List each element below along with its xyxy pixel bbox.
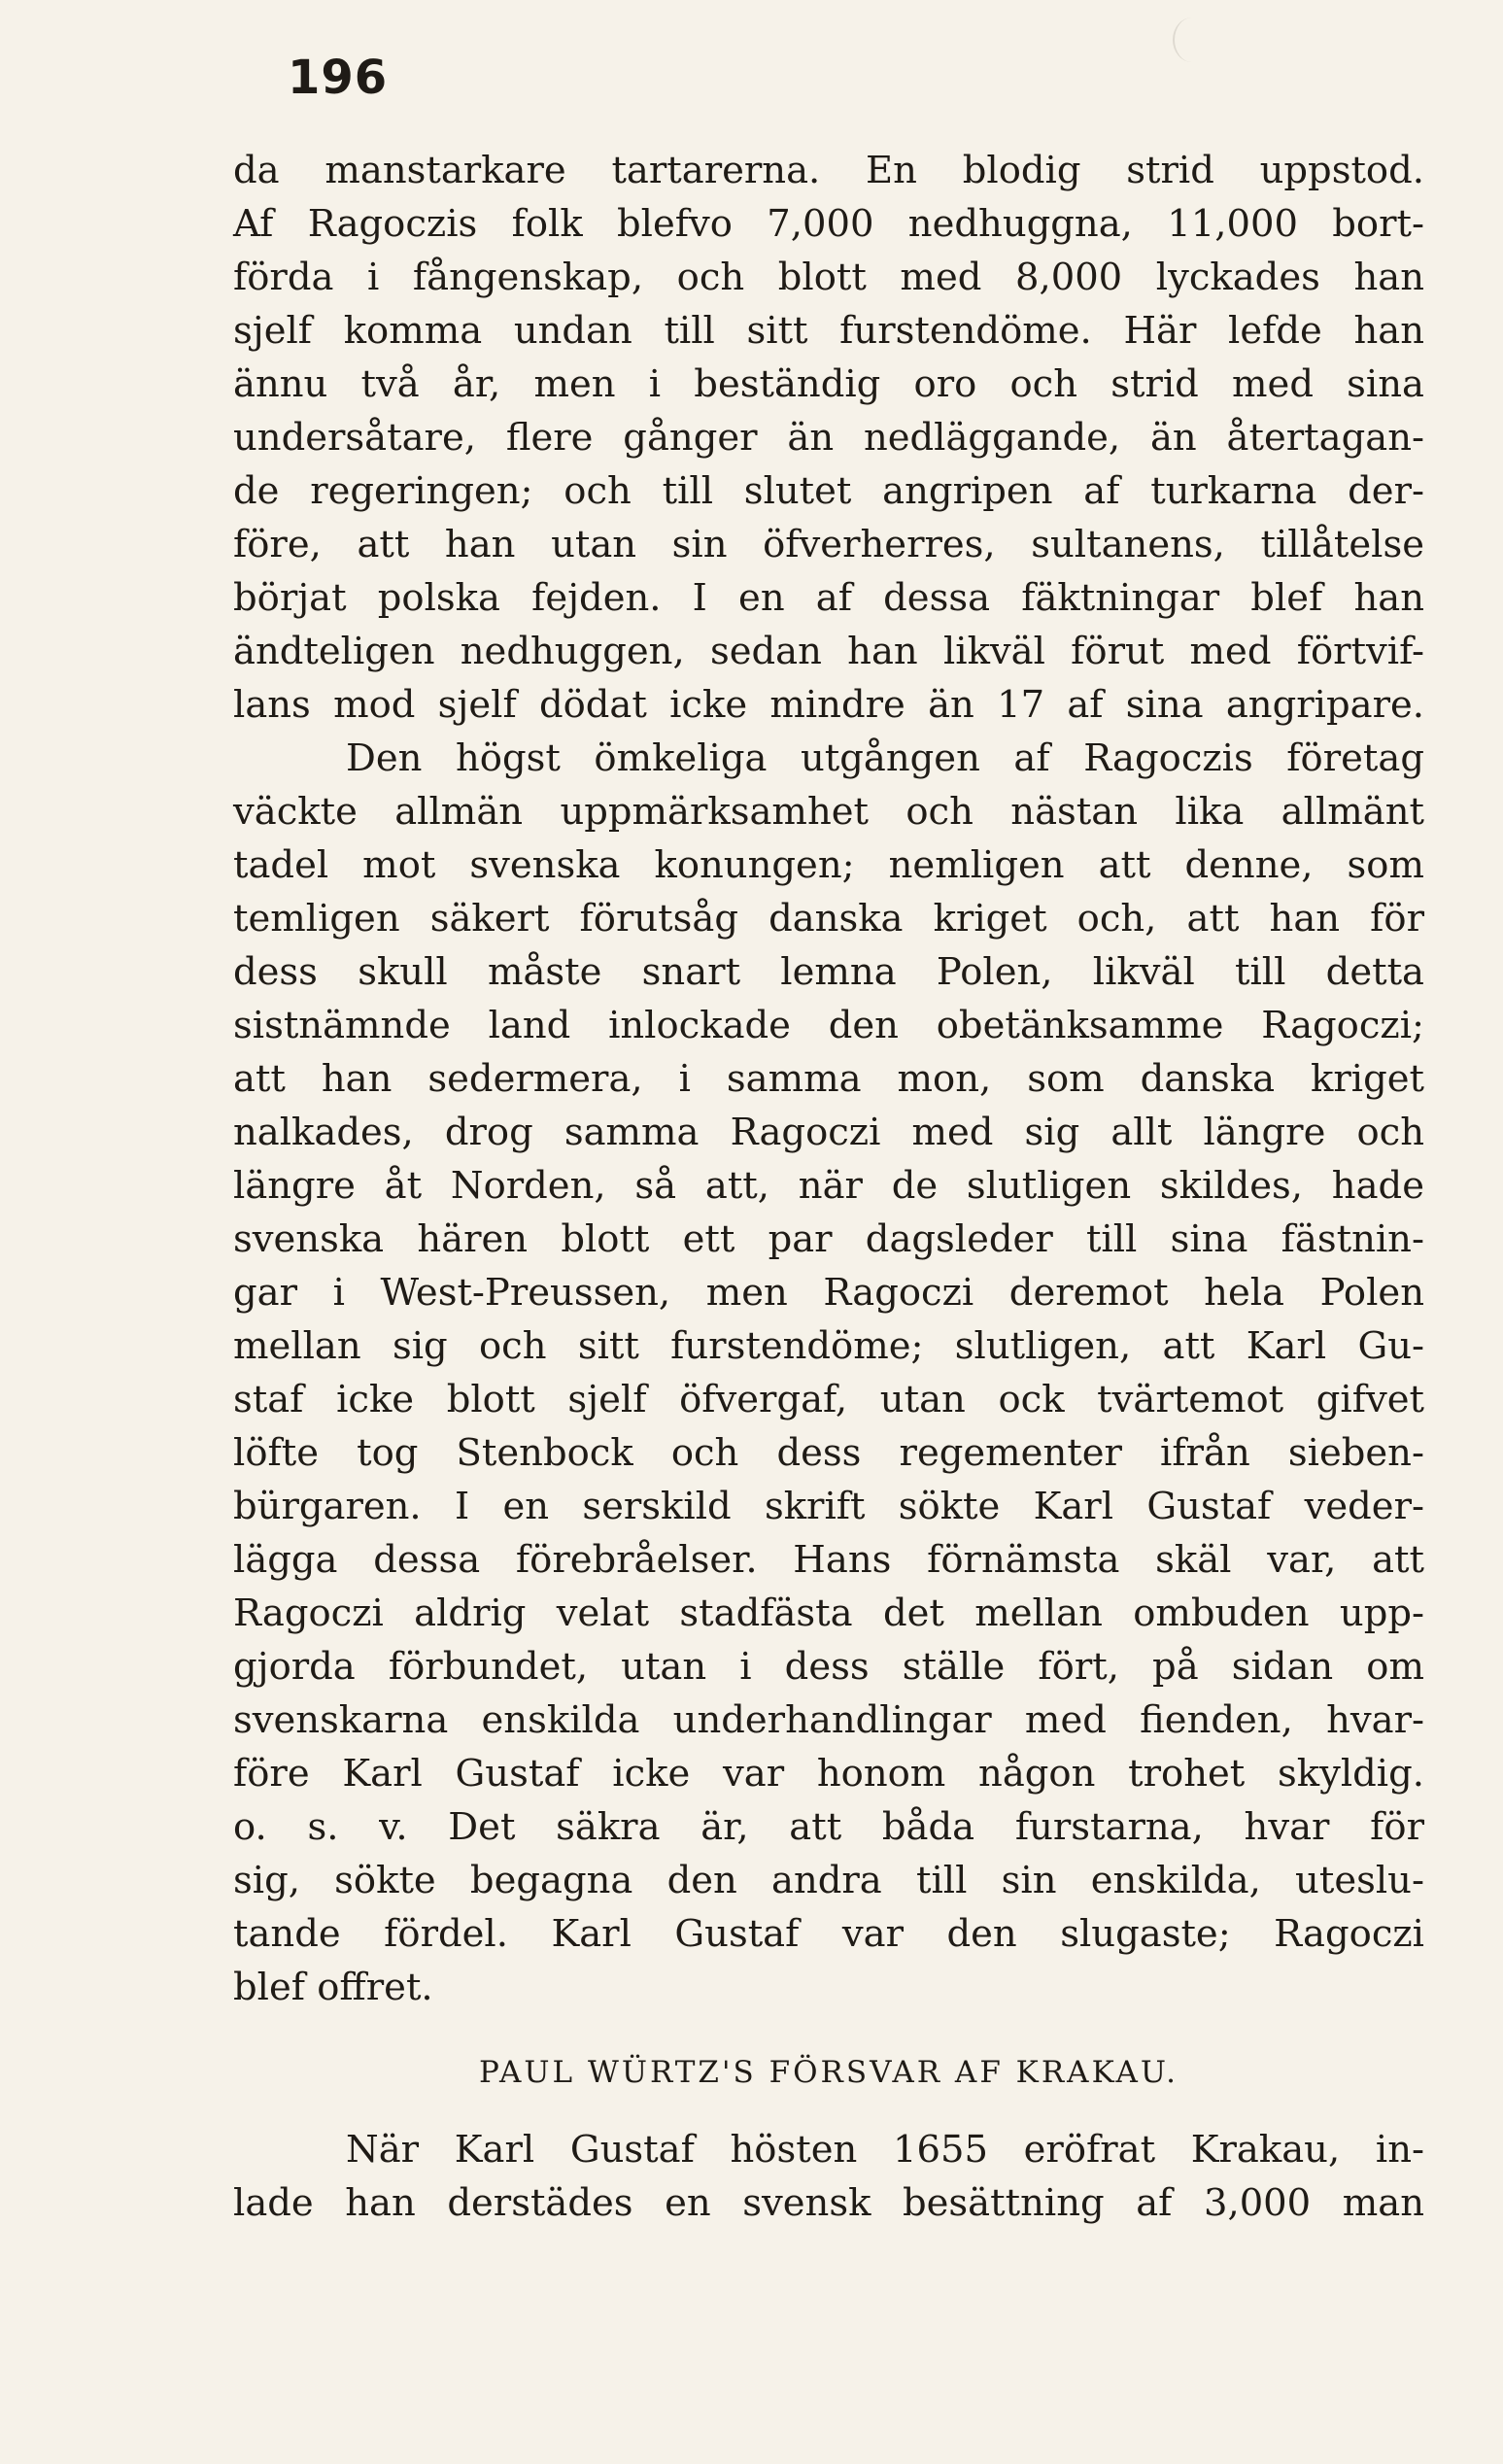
text-line: lans mod sjelf dödat icke mindre än 17 af sina angripare. bbox=[233, 683, 1424, 727]
text-line: o. s. v. Det säkra är, att båda furstarna, hvar för bbox=[233, 1805, 1424, 1849]
text-line: de regeringen; och till slutet angripen af turkarna der- bbox=[233, 469, 1424, 513]
text-line: blef offret. bbox=[233, 1966, 433, 2009]
page-number: 196 bbox=[288, 51, 389, 105]
text-line: sig, sökte begagna den andra till sin enskilda, uteslu- bbox=[233, 1859, 1424, 1902]
section-paragraph bbox=[233, 2123, 1424, 2230]
text-line: da manstarkare tartarerna. En blodig strid uppstod. bbox=[233, 149, 1424, 192]
text-line: sjelf komma undan till sitt furstendöme. Här lefde han bbox=[233, 309, 1424, 353]
main-paragraph bbox=[233, 144, 1424, 2014]
text-line: tande fördel. Karl Gustaf var den slugaste; Ragoczi bbox=[233, 1912, 1424, 1956]
text-line: svenska hären blott ett par dagsleder till sina fästnin- bbox=[233, 1217, 1424, 1261]
text-line: längre åt Norden, så att, när de slutligen skildes, hade bbox=[233, 1164, 1424, 1208]
text-line: förda i fångenskap, och blott med 8,000 lyckades han bbox=[233, 256, 1424, 299]
text-line: lade han derstädes en svensk besättning af 3,000 man bbox=[233, 2181, 1424, 2225]
text-line: tadel mot svenska konungen; nemligen att denne, som bbox=[233, 843, 1424, 887]
text-line: svenskarna enskilda underhandlingar med fienden, hvar- bbox=[233, 1698, 1424, 1742]
text-line: gar i West-Preussen, men Ragoczi deremot hela Polen bbox=[233, 1271, 1424, 1315]
text-line: gjorda förbundet, utan i dess ställe fört, på sidan om bbox=[233, 1645, 1424, 1689]
text-line: undersåtare, flere gånger än nedläggande, än återtagan- bbox=[233, 416, 1424, 460]
text-line: ännu två år, men i beständig oro och strid med sina bbox=[233, 362, 1424, 406]
text-line: före Karl Gustaf icke var honom någon trohet skyldig. bbox=[233, 1752, 1424, 1796]
text-line: ändteligen nedhuggen, sedan han likväl förut med förtvif- bbox=[233, 630, 1424, 673]
text-line-indented: När Karl Gustaf hösten 1655 eröfrat Krakau, in- bbox=[346, 2128, 1424, 2172]
text-line: före, att han utan sin öfverherres, sultanens, tillåtelse bbox=[233, 523, 1424, 566]
text-line: nalkades, drog samma Ragoczi med sig allt längre och bbox=[233, 1111, 1424, 1154]
text-line: dess skull måste snart lemna Polen, likväl till detta bbox=[233, 950, 1424, 994]
text-line: väckte allmän uppmärksamhet och nästan lika allmänt bbox=[233, 790, 1424, 834]
text-line: Af Ragoczis folk blefvo 7,000 nedhuggna, 11,000 bort- bbox=[233, 202, 1424, 246]
text-line: löfte tog Stenbock och dess regementer ifrån sieben- bbox=[233, 1431, 1424, 1475]
text-line: Ragoczi aldrig velat stadfästa det mellan ombuden upp- bbox=[233, 1591, 1424, 1635]
scan-mark bbox=[1173, 17, 1212, 62]
text-line: temligen säkert förutsåg danska kriget och, att han för bbox=[233, 897, 1424, 941]
text-line: lägga dessa förebråelser. Hans förnämsta skäl var, att bbox=[233, 1538, 1424, 1582]
text-line-indented: Den högst ömkeliga utgången af Ragoczis företag bbox=[346, 736, 1424, 780]
section-heading: PAUL WÜRTZ'S FÖRSVAR AF KRAKAU. bbox=[478, 2055, 1178, 2090]
text-line: bürgaren. I en serskild skrift sökte Karl Gustaf veder- bbox=[233, 1485, 1424, 1528]
text-line: att han sedermera, i samma mon, som danska kriget bbox=[233, 1057, 1424, 1101]
text-line: staf icke blott sjelf öfvergaf, utan ock tvärtemot gifvet bbox=[233, 1378, 1424, 1421]
text-line: sistnämnde land inlockade den obetänksamme Ragoczi; bbox=[233, 1004, 1424, 1047]
text-line: mellan sig och sitt furstendöme; slutligen, att Karl Gu- bbox=[233, 1324, 1424, 1368]
text-line: börjat polska fejden. I en af dessa fäktningar blef han bbox=[233, 576, 1424, 620]
